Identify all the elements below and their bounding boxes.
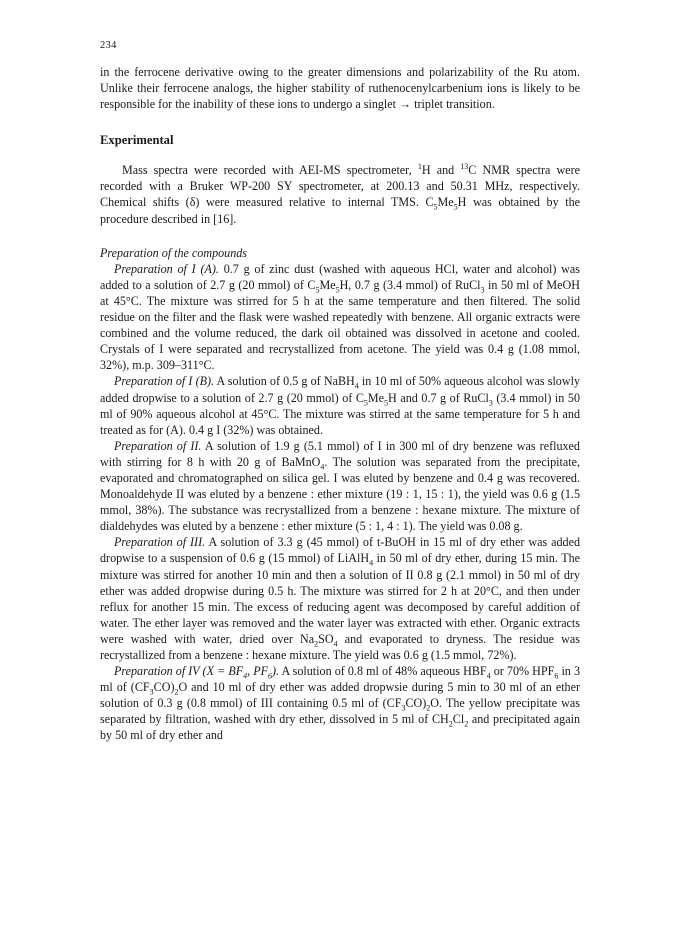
page-number: 234 — [100, 40, 117, 51]
page-body — [100, 64, 580, 744]
prep-I-A-paragraph: Preparation of I (A). 0.7 g of zinc dust (washed with aqueous HCl, water and alcohol) was added to a solution of 2.7 g (20 mmol) of $C_5Me_5H$, 0.7 g (3.4 mmol) of RuCl$_3$ in 50 ml of MeOH at 45°C. The mixture was stirred for 5 h at the same temperature and then filtered. The solid residue on the filter and the flask were washed repeatedly with benzene. All organic extracts were combined and the volume reduced, the dark oil obtained was dissolved in acetone and cooled. Crystals of I were separated and recrystallized from acetone. The yield was 0.4 g (1.08 mmol, 32%), m.p. 309–311°C. — [100, 261, 580, 373]
prep-III-title: Preparation of III. — [114, 535, 206, 550]
prep-II-paragraph: Preparation of II. A solution of 1.9 g (5.1 mmol) of I in 300 ml of dry benzene was refluxed with stirring for 8 h with 20 g of BaMnO$_4$. The solution was separated from the precipitate, evaporated and chromatographed on silica gel. I was eluted by benzene and 0.4 g was recovered. Monoaldehyde II was eluted by a benzene : ether mixture (19 : 1, 15 : 1), the yield was 0.6 g (1.5 mmol, 38%). The substance was recrystallized from a benzene : hexane mixture. The mixture of dialdehydes was eluted by a benzene : ether mixture (5 : 1, 4 : 1). The yield was 0.08 g. — [100, 438, 580, 534]
prep-I-B-paragraph: Preparation of I (B). A solution of 0.5 g of NaBH$_4$ in 10 ml of 50% aqueous alcohol was slowly added dropwise to a solution of 2.7 g (20 mmol) of $C_5Me_5H$ and 0.7 g of RuCl$_3$ (3.4 mmol) in 50 ml of 90% aqueous alcohol at 45°C. The mixture was stirred at the same temperature for 5 h and treated as for (A). 0.4 g I (32%) was obtained. — [100, 374, 580, 437]
intro-paragraph: in the ferrocene derivative owing to the greater dimensions and polarizability of the Ru atom. Unlike their ferrocene analogs, the higher stability of ruthenocenylcarbenium ions is likely to be responsible for the inability of these ions to undergo a singlet → triplet transition. — [100, 65, 580, 112]
prep-IV-paragraph: Preparation of IV ($X = BF_4$, $PF_6$). A solution of 0.8 ml of 48% aqueous $HBF_4$ or 70% $HPF_6$ in 3 ml of $(CF_3CO)_2O$ and 10 ml of dry ether was added dropwsie during 5 min to 30 ml of an ether solution of 0.3 g (0.8 mmol) of III containing 0.5 ml of $(CF_3CO)_2O$. The yellow precipitate was separated by filtration, washed with dry ether, dissolved in 5 ml of $CH_2Cl_2$ and precipitated again by 50 ml of dry ether and — [100, 664, 580, 743]
prep-IV-title: Preparation of IV ($X = BF_4$, $PF_6$). — [114, 664, 280, 681]
prep-I-A-title: Preparation of I (A). — [114, 261, 219, 276]
prep-II-title: Preparation of II. — [114, 438, 202, 453]
prep-III-paragraph: Preparation of III. A solution of 3.3 g (45 mmol) of t-BuOH in 15 ml of dry ether was added dropwise to a suspension of 0.6 g (15 mmol) of LiAlH$_4$ in 50 ml of dry ether, during 15 min. The mixture was stirred for another 10 min and then a solution of II 0.8 g (2.1 mmol) in 50 ml of dry ether was added dropwise during 0.5 h. The mixture was stirred for 2 h at 20°C, and then under reflux for another 15 min. The excess of reducing agent was decomposed by careful addition of water. The ether layer was removed and the water layer was extracted with ether. Organic extracts were washed with water, dried over $Na_2SO_4$ and evaporated to dryness. The residue was recrystallized from a benzene : hexane mixture. The yield was 0.6 g (1.5 mmol, 72%). — [100, 535, 580, 662]
spectra-paragraph: Mass spectra were recorded with AEI-MS spectrometer, $^1$H and $^{13}$C NMR spectra were recorded with a Bruker WP-200 SY spectrometer, at 200.13 and 50.31 MHz, respectively. Chemical shifts (δ) were measured relative to internal TMS. $C_5Me_5H$ was obtained by the procedure described in [16]. — [100, 162, 581, 226]
section-heading-experimental: Experimental — [100, 133, 174, 148]
prep-I-B-title: Preparation of I (B). — [114, 374, 215, 389]
subheading-preparation: Preparation of the compounds — [100, 245, 248, 260]
